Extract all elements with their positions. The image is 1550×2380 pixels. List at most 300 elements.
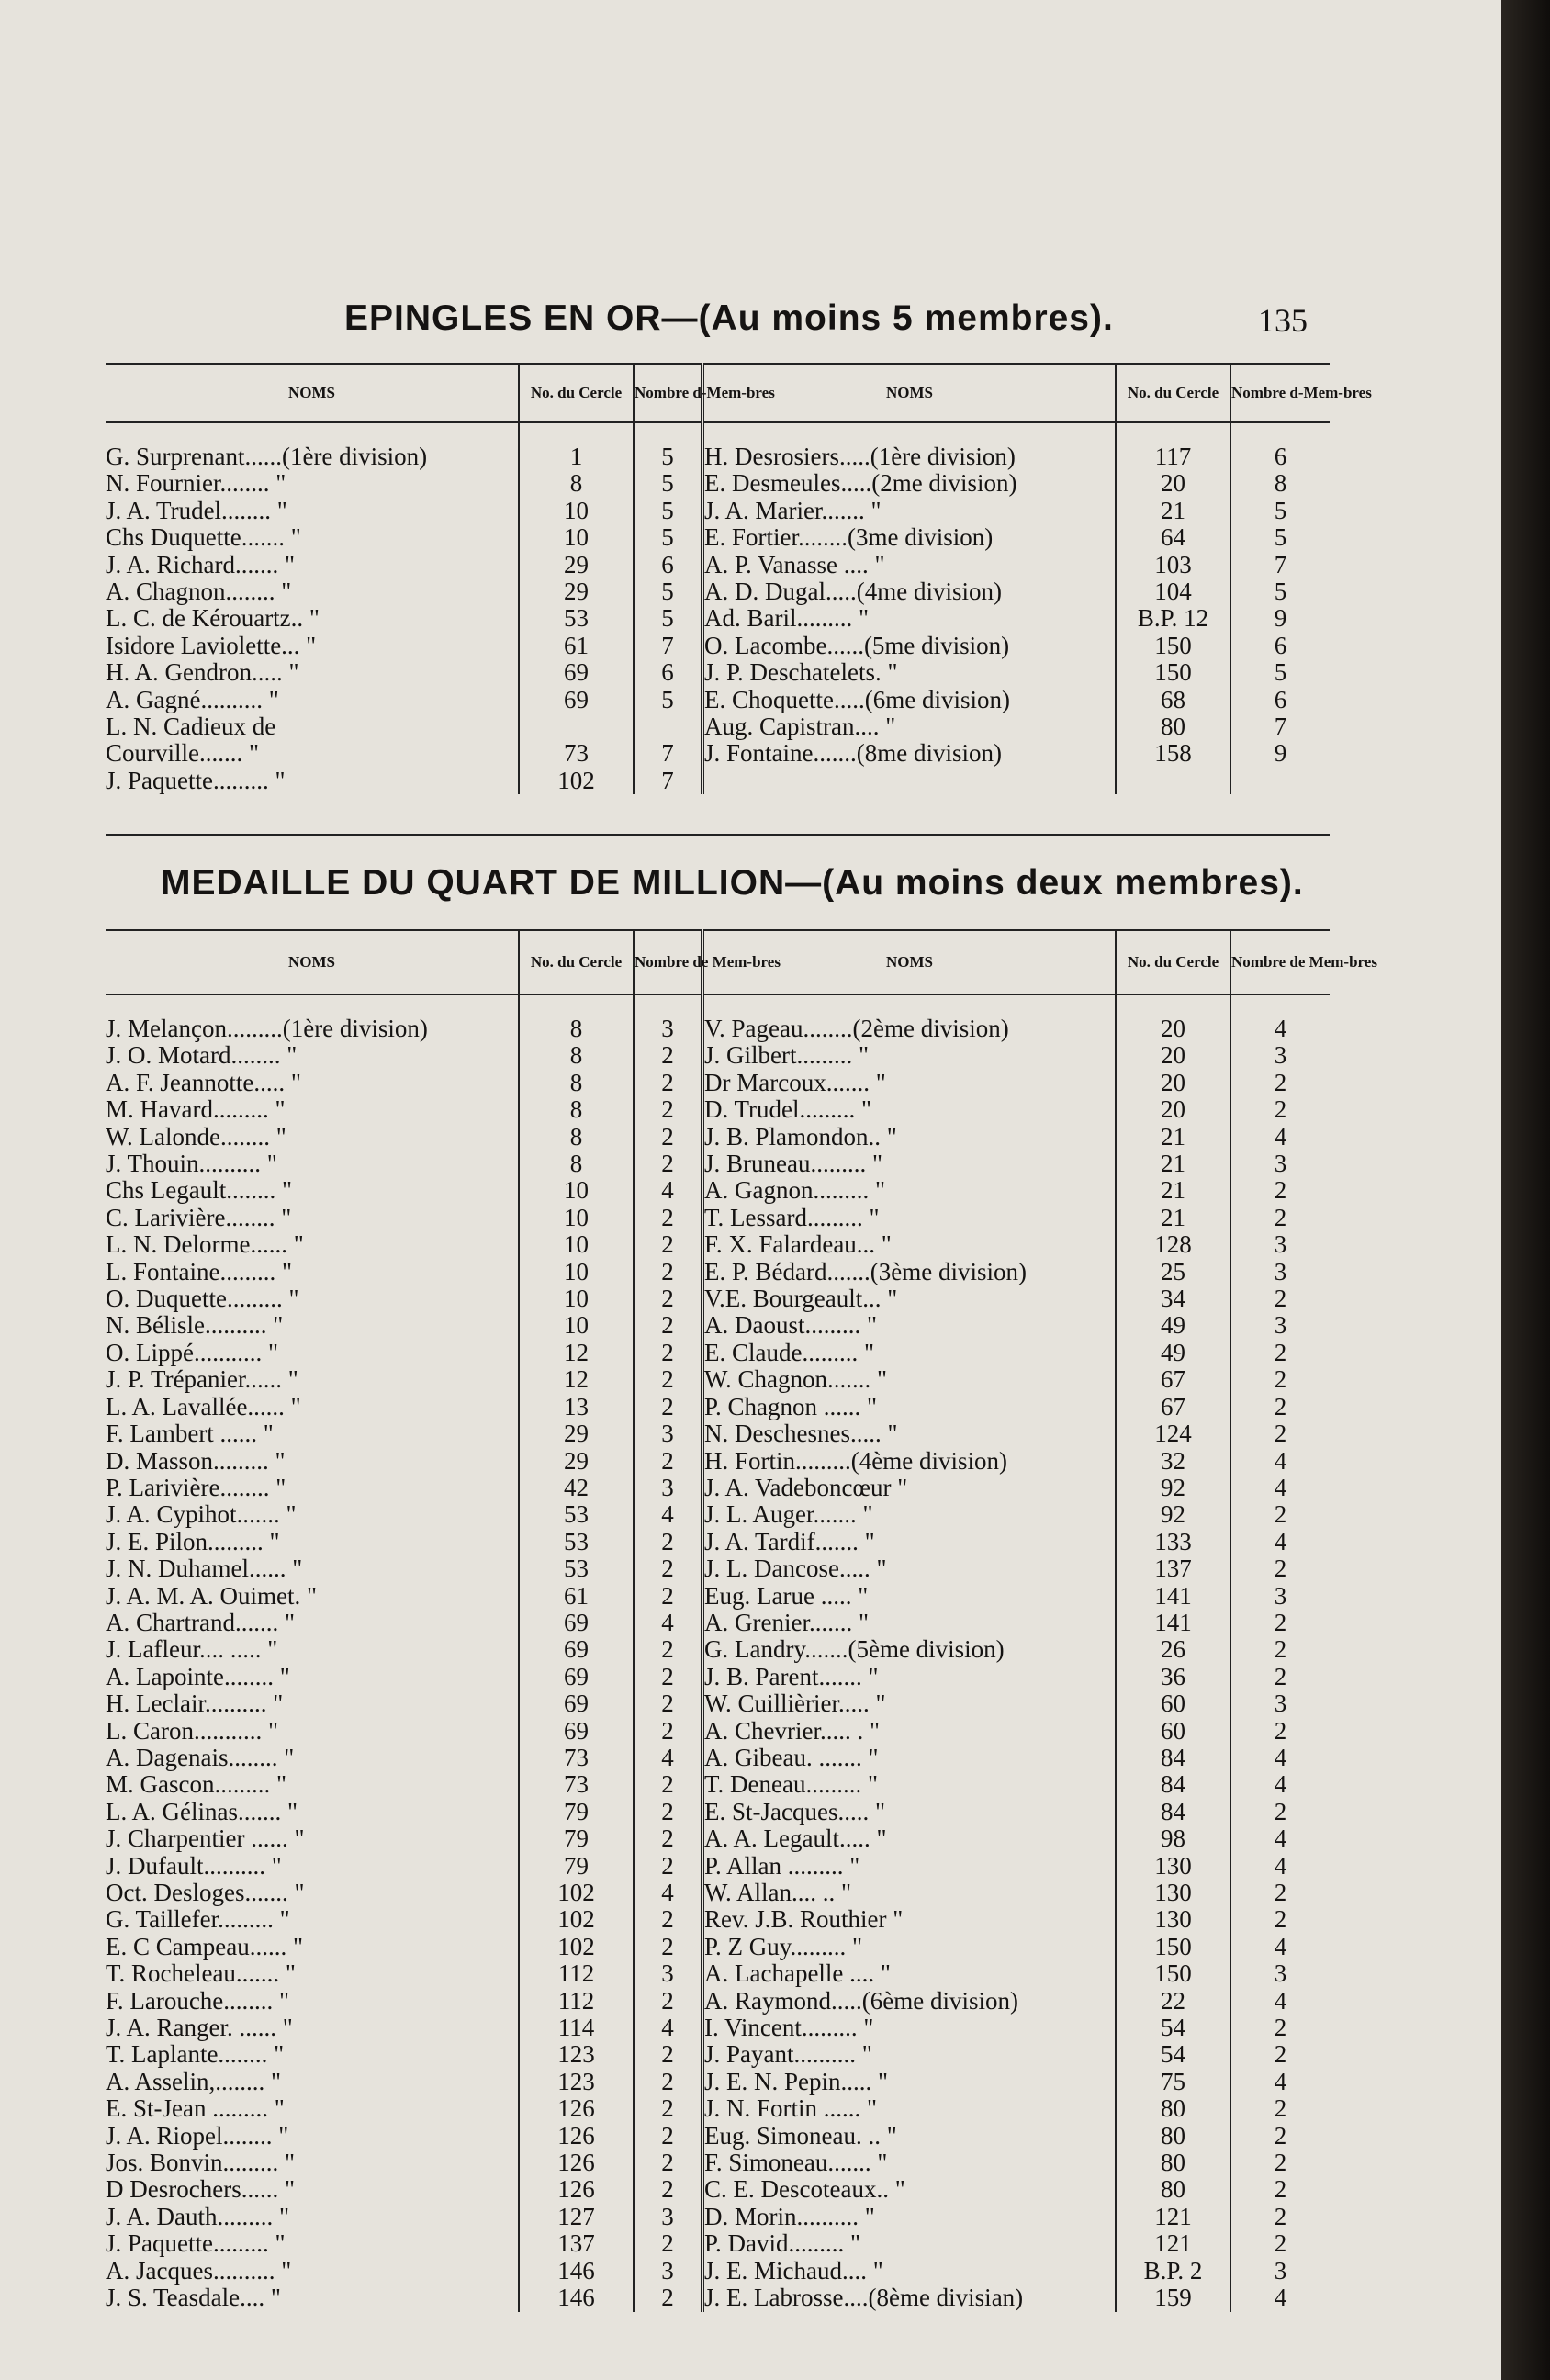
cercle-number: 34: [1116, 1285, 1230, 1312]
member-count: 3: [1274, 1581, 1287, 1610]
member-count: 2: [634, 1231, 702, 1258]
member-name: A. Chartrand....... ": [106, 1610, 519, 1636]
member-name: J. A. Cypihot....... ": [106, 1501, 519, 1528]
member-count: 2: [1274, 2014, 1287, 2042]
member-count: 3: [634, 1960, 702, 1987]
cercle-number: 8: [519, 1016, 634, 1042]
member-name: J. Melançon.........(1ère division): [106, 1016, 519, 1042]
cercle-number: 22: [1116, 1988, 1230, 2015]
cercle-number: 79: [519, 1853, 634, 1880]
member-name: D. Masson......... ": [106, 1448, 519, 1475]
member-name: E. C Campeau...... ": [106, 1934, 519, 1960]
member-count: 2: [1274, 2121, 1287, 2150]
member-name: P. David......... ": [702, 2230, 1116, 2257]
header-membres-left: Nombre de Mem-bres: [634, 930, 702, 994]
cercle-number: 80: [1116, 2176, 1230, 2203]
table-row: [106, 659, 1330, 686]
table-row: [106, 1960, 1330, 1987]
member-count: 2: [634, 1555, 702, 1582]
epingles-rows: [106, 422, 1330, 794]
table-row: [106, 1016, 1330, 1042]
member-count: 2: [634, 1340, 702, 1366]
table-row: [106, 1259, 1330, 1285]
member-count: 2: [634, 1906, 702, 1933]
member-count: 2: [1274, 1555, 1287, 1583]
cercle-number: 64: [1116, 524, 1230, 551]
cercle-number: 126: [519, 2095, 634, 2122]
cercle-number: 53: [519, 1529, 634, 1555]
table-row: [106, 1690, 1330, 1717]
table-row: [106, 524, 1330, 551]
cercle-number: 150: [1116, 1960, 1230, 1987]
table-row: [106, 1636, 1330, 1663]
member-name: A. D. Dugal.....(4me division): [702, 578, 1116, 605]
cercle-number: 104: [1116, 578, 1230, 605]
member-count: 2: [634, 1988, 702, 2015]
table-row: [106, 1555, 1330, 1582]
cercle-number: 79: [519, 1799, 634, 1825]
member-count: 2: [1274, 1285, 1287, 1313]
cercle-number: 49: [1116, 1312, 1230, 1339]
member-name: V. Pageau........(2ème division): [702, 1016, 1116, 1042]
member-name: Dr Marcoux....... ": [702, 1070, 1116, 1096]
member-count: 5: [634, 605, 702, 632]
member-name: J. O. Motard........ ": [106, 1042, 519, 1069]
member-count: 2: [634, 1799, 702, 1825]
member-name: J. Fontaine.......(8me division): [702, 740, 1116, 767]
member-count: 6: [634, 659, 702, 686]
member-name: J. L. Auger....... ": [702, 1501, 1116, 1528]
cercle-number: 53: [519, 1555, 634, 1582]
member-name: J. Paquette......... ": [106, 2230, 519, 2257]
cercle-number: 141: [1116, 1610, 1230, 1636]
member-name: G. Landry.......(5ème division): [702, 1636, 1116, 1663]
member-count: 4: [1274, 1770, 1287, 1799]
table-row: [106, 1231, 1330, 1258]
table-row: [106, 443, 1330, 470]
member-name: O. Lippé........... ": [106, 1340, 519, 1366]
member-count: 7: [634, 633, 702, 659]
cercle-number: 29: [519, 1448, 634, 1475]
table-row: [106, 768, 1330, 794]
cercle-number: 102: [519, 1880, 634, 1906]
table-row: [106, 1151, 1330, 1177]
cercle-number: 75: [1116, 2069, 1230, 2095]
table-row: [106, 1583, 1330, 1610]
table-row: [106, 633, 1330, 659]
member-name: F. Simoneau....... ": [702, 2150, 1116, 2176]
member-name: Chs Legault........ ": [106, 1177, 519, 1204]
member-count: 2: [1274, 2229, 1287, 2258]
member-count: 3: [1274, 2256, 1287, 2285]
cercle-number: 117: [1116, 443, 1230, 470]
member-count: 5: [1274, 578, 1287, 606]
table-row: [106, 1853, 1330, 1880]
member-count: 2: [1274, 1500, 1287, 1529]
member-count: 4: [634, 2015, 702, 2041]
member-name: M. Gascon......... ": [106, 1771, 519, 1798]
cercle-number: 53: [519, 605, 634, 632]
member-name: E. Fortier........(3me division): [702, 524, 1116, 551]
table-row: [106, 1420, 1330, 1447]
table-row: [106, 1475, 1330, 1501]
section2-title: MEDAILLE DU QUART DE MILLION—(Au moins deux membres).: [161, 863, 1304, 903]
member-count: 2: [634, 1285, 702, 1312]
cercle-number: 150: [1116, 633, 1230, 659]
member-count: 2: [1274, 1392, 1287, 1420]
member-count: 2: [634, 1259, 702, 1285]
member-name: G. Taillefer......... ": [106, 1906, 519, 1933]
member-name: C. Larivière........ ": [106, 1205, 519, 1231]
member-name: [702, 768, 1116, 794]
table-row: [106, 740, 1330, 767]
member-count: 2: [634, 1934, 702, 1960]
cercle-number: 112: [519, 1960, 634, 1987]
member-name: T. Deneau......... ": [702, 1771, 1116, 1798]
member-name: D Desrochers...... ": [106, 2176, 519, 2203]
member-name: Ad. Baril......... ": [702, 605, 1116, 632]
cercle-number: 128: [1116, 1231, 1230, 1258]
table-row: [106, 1745, 1330, 1771]
member-count: 4: [1274, 1986, 1287, 2015]
cercle-number: 67: [1116, 1394, 1230, 1420]
cercle-number: 130: [1116, 1853, 1230, 1880]
member-count: 2: [1274, 2094, 1287, 2123]
cercle-number: 146: [519, 2258, 634, 2285]
cercle-number: 73: [519, 1771, 634, 1798]
cercle-number: 80: [1116, 2123, 1230, 2150]
member-count: 4: [634, 1610, 702, 1636]
spacer-row: [106, 994, 1330, 1016]
cercle-number: 20: [1116, 1096, 1230, 1123]
cercle-number: 114: [519, 2015, 634, 2041]
cercle-number: 103: [1116, 552, 1230, 578]
member-name: F. X. Falardeau... ": [702, 1231, 1116, 1258]
member-name: E. Desmeules.....(2me division): [702, 470, 1116, 497]
member-count: 7: [634, 768, 702, 794]
member-name: Aug. Capistran.... ": [702, 713, 1116, 740]
member-name: O. Duquette......... ": [106, 1285, 519, 1312]
table-row: [106, 713, 1330, 740]
member-count: 2: [634, 2230, 702, 2257]
member-name: F. Lambert ...... ": [106, 1420, 519, 1447]
cercle-number: 10: [519, 1259, 634, 1285]
member-name: H. Leclair.......... ": [106, 1690, 519, 1717]
member-count: 3: [634, 1016, 702, 1042]
member-count: 2: [634, 1690, 702, 1717]
member-count: 2: [634, 2095, 702, 2122]
member-name: L. Fontaine......... ": [106, 1259, 519, 1285]
cercle-number: 60: [1116, 1718, 1230, 1745]
cercle-number: 12: [519, 1340, 634, 1366]
member-count: [1230, 768, 1330, 794]
member-name: E. St-Jacques..... ": [702, 1799, 1116, 1825]
member-name: J. A. Richard....... ": [106, 552, 519, 578]
member-count: 6: [1274, 631, 1287, 659]
member-count: 2: [634, 1529, 702, 1555]
table-row: [106, 1880, 1330, 1906]
member-name: J. Thouin.......... ": [106, 1151, 519, 1177]
member-count: 2: [634, 1070, 702, 1096]
member-name: E. P. Bédard.......(3ème division): [702, 1259, 1116, 1285]
member-count: 2: [1274, 1635, 1287, 1664]
cercle-number: 10: [519, 1231, 634, 1258]
member-count: 2: [634, 2123, 702, 2150]
member-count: 2: [634, 1042, 702, 1069]
member-count: 2: [1274, 1905, 1287, 1934]
cercle-number: 21: [1116, 1124, 1230, 1151]
cercle-number: 60: [1116, 1690, 1230, 1717]
cercle-number: 29: [519, 1420, 634, 1447]
cercle-number: 36: [1116, 1664, 1230, 1690]
cercle-number: 8: [519, 1096, 634, 1123]
cercle-number: 123: [519, 2069, 634, 2095]
cercle-number: 158: [1116, 740, 1230, 767]
epingles-table: [106, 363, 1372, 794]
member-count: 5: [1274, 523, 1287, 552]
cercle-number: 21: [1116, 1151, 1230, 1177]
member-name: E. Choquette.....(6me division): [702, 687, 1116, 713]
cercle-number: 1: [519, 443, 634, 470]
member-name: T. Laplante........ ": [106, 2041, 519, 2068]
member-count: 2: [634, 1366, 702, 1393]
cercle-number: 130: [1116, 1906, 1230, 1933]
header-cercle-right: No. du Cercle: [1116, 364, 1230, 422]
member-count: 3: [1274, 1690, 1287, 1718]
cercle-number: 102: [519, 1906, 634, 1933]
cercle-number: 25: [1116, 1259, 1230, 1285]
member-name: A. Raymond.....(6ème division): [702, 1988, 1116, 2015]
cercle-number: 124: [1116, 1420, 1230, 1447]
cercle-number: 137: [1116, 1555, 1230, 1582]
cercle-number: 26: [1116, 1636, 1230, 1663]
member-count: 3: [1274, 1150, 1287, 1178]
member-name: L. A. Gélinas....... ": [106, 1799, 519, 1825]
cercle-number: 69: [519, 687, 634, 713]
header-noms-right: NOMS: [702, 930, 1116, 994]
member-count: 2: [1274, 1365, 1287, 1394]
member-name: J. Paquette......... ": [106, 768, 519, 794]
table-row: [106, 1906, 1330, 1933]
cercle-number: 67: [1116, 1366, 1230, 1393]
member-count: 2: [1274, 1420, 1287, 1448]
member-name: J. Gilbert......... ": [702, 1042, 1116, 1069]
table-row: [106, 2015, 1330, 2041]
member-count: 4: [1274, 2284, 1287, 2312]
cercle-number: 29: [519, 552, 634, 578]
member-name: A. Jacques.......... ": [106, 2258, 519, 2285]
cercle-number: 146: [519, 2285, 634, 2311]
cercle-number: 84: [1116, 1745, 1230, 1771]
member-count: 6: [1274, 443, 1287, 470]
cercle-number: 54: [1116, 2041, 1230, 2068]
cercle-number: 53: [519, 1501, 634, 1528]
member-name: L. N. Delorme...... ": [106, 1231, 519, 1258]
table-row: [106, 2204, 1330, 2230]
member-name: D. Trudel......... ": [702, 1096, 1116, 1123]
table-row: [106, 1340, 1330, 1366]
member-name: L. N. Cadieux de: [106, 713, 519, 740]
table-row: [106, 578, 1330, 605]
member-count: 6: [1274, 685, 1287, 713]
member-count: 3: [634, 2204, 702, 2230]
cercle-number: 102: [519, 1934, 634, 1960]
member-name: Isidore Laviolette... ": [106, 633, 519, 659]
member-name: J. Payant.......... ": [702, 2041, 1116, 2068]
member-name: L. C. de Kérouartz.. ": [106, 605, 519, 632]
table-row: [106, 1988, 1330, 2015]
member-count: 3: [634, 2258, 702, 2285]
cercle-number: 8: [519, 1042, 634, 1069]
header-membres-right: Nombre d-Mem-bres: [1230, 364, 1330, 422]
cercle-number: 21: [1116, 1177, 1230, 1204]
member-count: 4: [634, 1501, 702, 1528]
member-count: 5: [634, 498, 702, 524]
member-name: C. E. Descoteaux.. ": [702, 2176, 1116, 2203]
cercle-number: 69: [519, 1610, 634, 1636]
section-divider: [106, 834, 1330, 836]
table-row: [106, 470, 1330, 497]
cercle-number: 29: [519, 578, 634, 605]
table-row: [106, 1205, 1330, 1231]
table-row: [106, 1177, 1330, 1204]
table-row: [106, 1934, 1330, 1960]
member-count: 2: [634, 1825, 702, 1852]
table-row: [106, 1664, 1330, 1690]
member-name: E. Claude......... ": [702, 1340, 1116, 1366]
spacer-row: [106, 422, 1330, 443]
member-name: H. A. Gendron..... ": [106, 659, 519, 686]
member-name: A. F. Jeannotte..... ": [106, 1070, 519, 1096]
cercle-number: 79: [519, 1825, 634, 1852]
member-name: P. Larivière........ ": [106, 1475, 519, 1501]
member-name: A. Gagnon......... ": [702, 1177, 1116, 1204]
member-count: 2: [1274, 1068, 1287, 1096]
member-count: 4: [1274, 2067, 1287, 2095]
cercle-number: 130: [1116, 1880, 1230, 1906]
cercle-number: 73: [519, 740, 634, 767]
member-name: W. Cuillièrier..... ": [702, 1690, 1116, 1717]
member-count: 2: [634, 1583, 702, 1610]
member-count: 5: [634, 687, 702, 713]
cercle-number: [1116, 768, 1230, 794]
table-row: [106, 498, 1330, 524]
member-count: 5: [634, 443, 702, 470]
table-row: [106, 2230, 1330, 2257]
member-count: 2: [634, 1664, 702, 1690]
cercle-number: 49: [1116, 1340, 1230, 1366]
member-name: A. Gibeau. ....... ": [702, 1745, 1116, 1771]
table-row: [106, 1042, 1330, 1069]
member-name: M. Havard......... ": [106, 1096, 519, 1123]
member-count: 3: [634, 1475, 702, 1501]
table-row: [106, 1799, 1330, 1825]
cercle-number: 133: [1116, 1529, 1230, 1555]
member-name: W. Allan.... .. ": [702, 1880, 1116, 1906]
cercle-number: 10: [519, 1205, 634, 1231]
member-count: 7: [1274, 550, 1287, 578]
member-count: 3: [1274, 1257, 1287, 1285]
member-count: 7: [1274, 713, 1287, 741]
member-name: A. Daoust......... ": [702, 1312, 1116, 1339]
cercle-number: B.P. 2: [1116, 2258, 1230, 2285]
table-row: [106, 2041, 1330, 2068]
member-name: T. Rocheleau....... ": [106, 1960, 519, 1987]
member-name: J. N. Fortin ...... ": [702, 2095, 1116, 2122]
member-count: 2: [634, 2041, 702, 2068]
cercle-number: 32: [1116, 1448, 1230, 1475]
member-count: 5: [1274, 496, 1287, 524]
member-count: 5: [634, 524, 702, 551]
table-row: [106, 2150, 1330, 2176]
table-row: [106, 2258, 1330, 2285]
member-count: 3: [1274, 1959, 1287, 1988]
member-name: J. A. Marier....... ": [702, 498, 1116, 524]
cercle-number: 112: [519, 1988, 634, 2015]
member-count: 2: [1274, 1662, 1287, 1690]
cercle-number: 12: [519, 1366, 634, 1393]
cercle-number: 150: [1116, 1934, 1230, 1960]
member-name: Jos. Bonvin......... ": [106, 2150, 519, 2176]
member-name: E. St-Jean ......... ": [106, 2095, 519, 2122]
member-name: A. Gagné.......... ": [106, 687, 519, 713]
cercle-number: 10: [519, 498, 634, 524]
table-row: [106, 2285, 1330, 2311]
cercle-number: 80: [1116, 713, 1230, 740]
member-count: 4: [1274, 1122, 1287, 1151]
cercle-number: 127: [519, 2204, 634, 2230]
member-name: J. B. Parent....... ": [702, 1664, 1116, 1690]
table-row: [106, 2123, 1330, 2150]
member-name: J. N. Duhamel...... ": [106, 1555, 519, 1582]
cercle-number: 20: [1116, 1042, 1230, 1069]
member-name: Oct. Desloges....... ": [106, 1880, 519, 1906]
header-noms-left: NOMS: [106, 930, 519, 994]
cercle-number: 69: [519, 1718, 634, 1745]
table-row: [106, 552, 1330, 578]
member-name: N. Bélisle.......... ": [106, 1312, 519, 1339]
member-count: 2: [634, 1096, 702, 1123]
member-count: 7: [634, 740, 702, 767]
cercle-number: 123: [519, 2041, 634, 2068]
cercle-number: 68: [1116, 687, 1230, 713]
member-count: 2: [634, 1312, 702, 1339]
table-row: [106, 1529, 1330, 1555]
member-name: J. S. Teasdale.... ": [106, 2285, 519, 2311]
member-name: G. Surprenant......(1ère division): [106, 443, 519, 470]
member-count: 4: [1274, 1015, 1287, 1042]
member-name: J. A. Trudel........ ": [106, 498, 519, 524]
cercle-number: 8: [519, 1070, 634, 1096]
medaille-rows: [106, 994, 1330, 2312]
member-name: Courville....... ": [106, 740, 519, 767]
cercle-number: 8: [519, 470, 634, 497]
cercle-number: 80: [1116, 2150, 1230, 2176]
member-count: 8: [1274, 469, 1287, 498]
header-noms-right: NOMS: [702, 364, 1116, 422]
table-row: [106, 1070, 1330, 1096]
member-count: 2: [1274, 1095, 1287, 1124]
member-count: 2: [634, 2069, 702, 2095]
table-row: [106, 2176, 1330, 2203]
cercle-number: 121: [1116, 2204, 1230, 2230]
member-count: 2: [634, 1205, 702, 1231]
cercle-number: 69: [519, 1636, 634, 1663]
member-name: J. A. Ranger. ...... ": [106, 2015, 519, 2041]
member-count: 4: [1274, 1473, 1287, 1501]
member-count: 3: [1274, 1311, 1287, 1340]
cercle-number: 10: [519, 524, 634, 551]
